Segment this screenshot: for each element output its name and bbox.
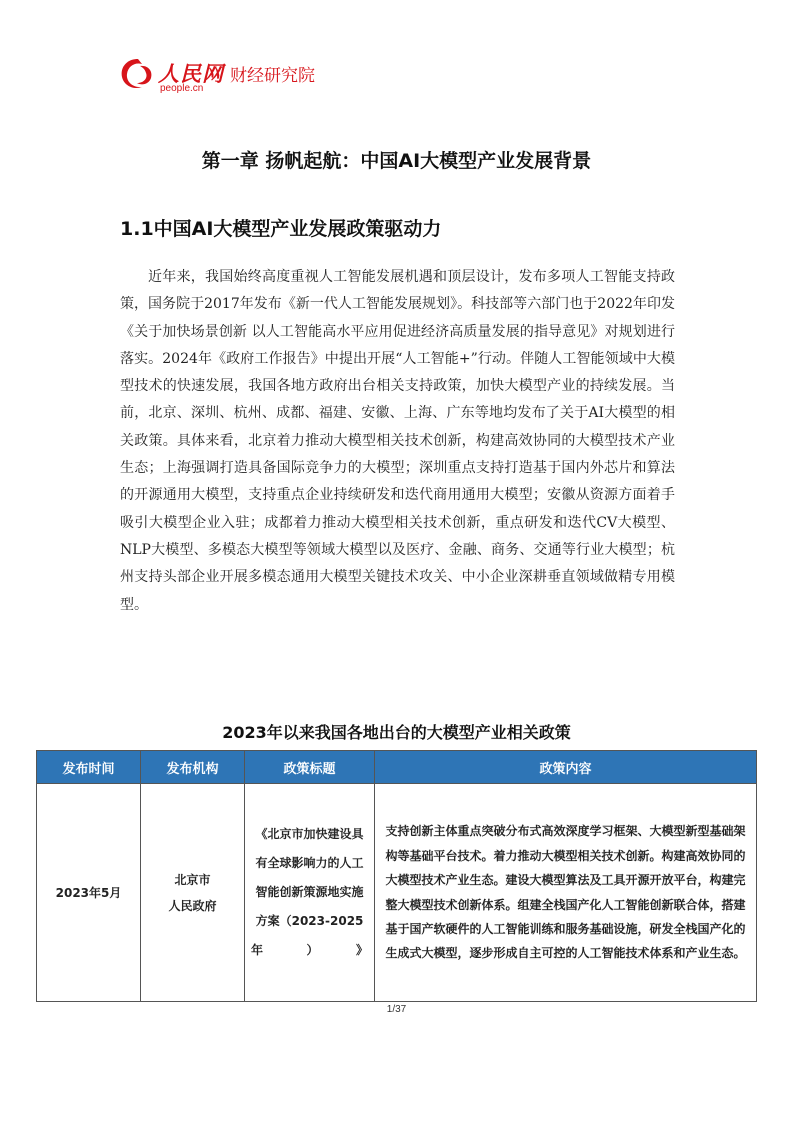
logo-institute-text: 财经研究院 bbox=[230, 66, 315, 86]
cell-policy-content: 支持创新主体重点突破分布式高效深度学习框架、大模型新型基础架构等基础平台技术。着力推动大模型相关技术创新。构建高效协同的大模型技术产业生态。建设大模型算法及工具开源开放平台，构建完整大模型技术创新体系。组建全栈国产化人工智能创新联合体，搭建基于国产软硬件的人工智能训练和服务基础设施，研发全栈国产化的生成式大模型，逐步形成自主可控的人工智能技术体系和产业生态。 bbox=[375, 784, 757, 1002]
people-logo-swirl-icon bbox=[118, 56, 156, 92]
logo-url-text: people.cn bbox=[160, 83, 204, 94]
logo-brand-text: 人民网 bbox=[158, 61, 224, 86]
cell-issuing-agency bbox=[141, 784, 245, 1002]
header-issuing-agency: 发布机构 bbox=[141, 751, 245, 784]
table-caption: 2023年以来我国各地出台的大模型产业相关政策 bbox=[222, 723, 571, 742]
table-header-row bbox=[37, 751, 757, 784]
cell-release-date: 2023年5月 bbox=[37, 784, 141, 1002]
table-row bbox=[37, 784, 757, 1002]
agency-line-2: 人民政府 bbox=[168, 898, 217, 913]
policy-table bbox=[36, 750, 757, 1002]
agency-line-1: 北京市 bbox=[174, 872, 211, 887]
header-release-date: 发布时间 bbox=[37, 751, 141, 784]
header-policy-content: 政策内容 bbox=[375, 751, 757, 784]
body-paragraph: 近年来，我国始终高度重视人工智能发展机遇和顶层设计，发布多项人工智能支持政策，国务院于2017年发布《新一代人工智能发展规划》。科技部等六部门也于2022年印发《关于加快场景创新 以人工智能高水平应用促进经济高质量发展的指导意见》对规划进行落实。2024年《政府工作报告》中提出开展“人工智能+”行动。伴随人工智能领域中大模型技术的快速发展，我国各地方政府出台相关支持政策，加快大模型产业的持续发展。当前，北京、深圳、杭州、成都、福建、安徽、上海、广东等地均发布了关于AI大模型的相关政策。具体来看，北京着力推动大模型相关技术创新，构建高效协同的大模型技术产业生态；上海强调打造具备国际竞争力的大模型；深圳重点支持打造基于国内外芯片和算法的开源通用大模型，支持重点企业持续研发和迭代商用通用大模型；安徽从资源方面着手吸引大模型企业入驻；成都着力推动大模型相关技术创新，重点研发和迭代CV大模型、NLP大模型、多模态大模型等领域大模型以及医疗、金融、商务、交通等行业大模型；杭州支持头部企业开展多模态通用大模型关键技术攻关、中小企业深耕垂直领域做精专用模型。 bbox=[120, 269, 675, 613]
cell-policy-title: 《北京市加快建设具有全球影响力的人工智能创新策源地实施方案（2023-2025年）》 bbox=[245, 784, 375, 1002]
header-policy-title: 政策标题 bbox=[245, 751, 375, 784]
section-title: 1.1中国AI大模型产业发展政策驱动力 bbox=[120, 218, 442, 240]
page-number: 1/37 bbox=[386, 1004, 407, 1015]
chapter-title: 第一章 扬帆起航：中国AI大模型产业发展背景 bbox=[201, 150, 592, 172]
